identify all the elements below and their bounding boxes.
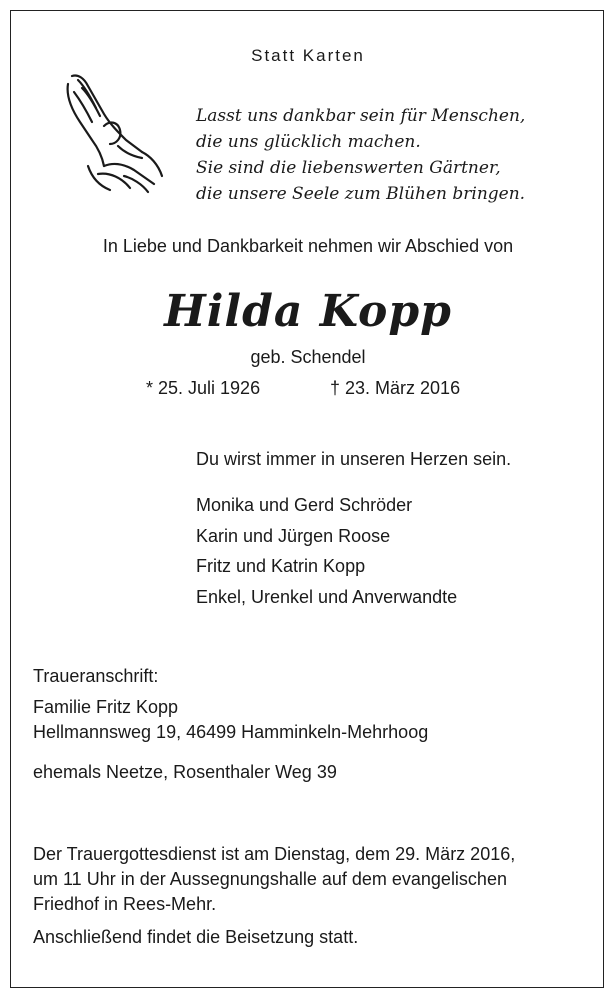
intro-text: In Liebe und Dankbarkeit nehmen wir Abschied von [102, 236, 514, 256]
poem-line: die unsere Seele zum Blühen bringen. [196, 184, 526, 204]
birth-date: * 25. Juli 1926 [146, 378, 261, 398]
address-line: Familie Fritz Kopp [33, 697, 179, 717]
poem-line: Sie sind die liebenswerten Gärtner, [196, 158, 501, 178]
mourning-address [33, 695, 428, 745]
service-line: Friedhof in Rees-Mehr. [33, 894, 217, 914]
praying-hands-icon [58, 66, 170, 194]
service-line: Der Trauergottesdienst ist am Dienstag, dem 29. März 2016, [33, 844, 516, 864]
service-line: um 11 Uhr in der Aussegnungshalle auf dem evangelischen [33, 869, 507, 889]
family-member: Fritz und Katrin Kopp [196, 556, 366, 576]
family-member: Karin und Jürgen Roose [196, 525, 391, 546]
address-label: Traueranschrift: [33, 666, 159, 686]
burial-info: Anschließend findet die Beisetzung statt. [33, 927, 359, 947]
death-date: † 23. März 2016 [330, 378, 461, 398]
family-member: Enkel, Urenkel und Anverwandte [196, 586, 458, 607]
poem-line: Lasst uns dankbar sein für Menschen, [196, 106, 526, 126]
poem-line: die uns glücklich machen. [196, 132, 421, 152]
header-text: Statt Karten [251, 46, 365, 65]
dedication-text: Du wirst immer in unseren Herzen sein. [196, 449, 512, 469]
birth-name: geb. Schendel [250, 347, 366, 367]
funeral-service-info [33, 842, 515, 917]
deceased-name: Hilda Kopp [164, 286, 452, 337]
former-address: ehemals Neetze, Rosenthaler Weg 39 [33, 762, 337, 782]
poem [196, 103, 525, 207]
address-line: Hellmannsweg 19, 46499 Hamminkeln-Mehrhoog [33, 722, 429, 742]
family-list [196, 490, 457, 612]
family-member: Monika und Gerd Schröder [196, 495, 413, 515]
